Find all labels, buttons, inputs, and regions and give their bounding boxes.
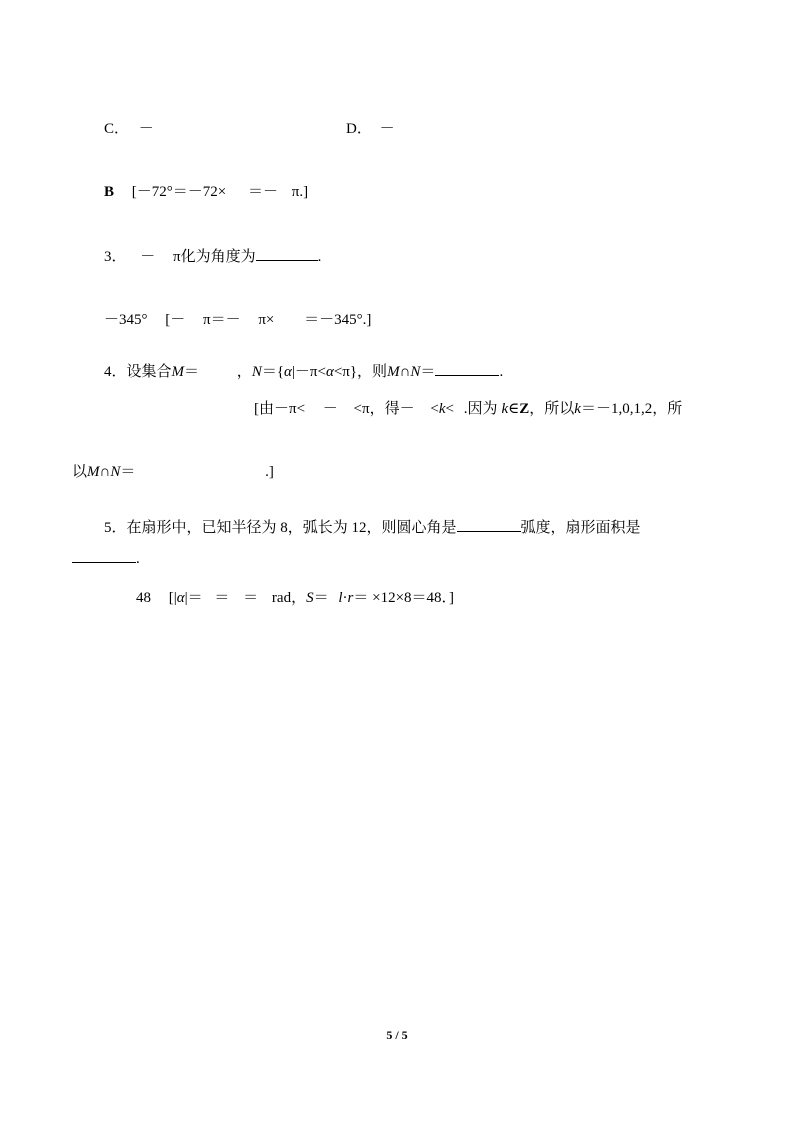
q4-answer-k-2: k (501, 401, 509, 417)
q5-answer-open: [| (168, 590, 177, 606)
q4-eq2: ＝ (420, 364, 436, 380)
q4-answer-m: M (87, 464, 100, 480)
q5-answer-dot: · (342, 590, 348, 606)
q5-answer-eq-1: ＝ (214, 590, 230, 606)
q4-answer-part-3: <π，得－ (353, 401, 415, 417)
q4-cap: ∩ (399, 364, 411, 380)
page-number: 5 / 5 (386, 1028, 408, 1042)
q4-answer-part-8: ＝－1,0,1,2，所 (580, 401, 683, 417)
q4-answer-line2-prefix: 以 (72, 464, 88, 480)
q5-answer-close: |＝ (184, 590, 203, 606)
q5-line (104, 517, 641, 537)
q4-answer-in: ∈ (508, 401, 520, 417)
q4-answer-line-1 (254, 400, 682, 418)
q3-answer-line (104, 311, 371, 329)
q5-answer-eq-2: ＝ (243, 590, 259, 606)
q4-set-n-open: ＝{ (261, 364, 285, 380)
q3-number: 3． (104, 249, 127, 265)
q4-line (104, 361, 503, 381)
q4-answer-n: N (110, 464, 121, 480)
q4-answer-z: Z (519, 401, 530, 417)
option-d-label: D． (346, 121, 372, 137)
option-c-label: C． (104, 121, 130, 137)
option-d-value: － (379, 121, 395, 137)
q4-answer-blank (435, 361, 499, 376)
q3-answer-pi-times: π× (258, 312, 275, 328)
q3-minus: － (140, 249, 156, 265)
q3-answer-result: ＝－345°.] (304, 312, 372, 328)
q3-end: . (317, 249, 322, 265)
q4-set-text: 设集合 (126, 364, 172, 380)
option-c (104, 120, 154, 138)
q4-answer-part-5: < (445, 401, 454, 417)
q5-end: . (136, 551, 140, 567)
q5-mid: 弧度，扇形面积是 (520, 520, 641, 536)
q3-answer-open: [－ (165, 312, 186, 328)
q4-var-m: M (171, 364, 185, 380)
q4-eq: ＝ (184, 364, 200, 380)
q3-answer-value: －345° (104, 312, 148, 328)
q2-answer-line (104, 183, 308, 201)
q3-line (104, 246, 321, 266)
q3-answer-blank (256, 246, 318, 261)
q2-answer-eq: ＝－ (247, 184, 278, 200)
q4-answer-k-1: k (438, 401, 446, 417)
q5-answer-l: l (338, 590, 343, 606)
q5-answer-eq-3: ＝ (313, 590, 329, 606)
q5-answer-rad: rad， (271, 590, 307, 606)
q5-answer-alpha: α (176, 590, 185, 606)
q3-text: π化为角度为 (173, 249, 256, 265)
q4-var-n: N (251, 364, 262, 380)
q5-line-2 (72, 548, 140, 568)
q4-alpha-1: α (284, 364, 292, 380)
q5-answer-s: S (306, 590, 314, 606)
q4-answer-part-1: [由－π< (254, 401, 306, 417)
q4-m2: M (387, 364, 400, 380)
q4-answer-k-3: k (574, 401, 581, 417)
q2-answer-letter: B (104, 184, 115, 200)
q4-alpha-2: α (325, 364, 334, 380)
q5-answer-calc: ＝ ×12×8＝48．] (353, 590, 455, 606)
q2-answer-explanation: [－72°＝－72× (131, 184, 227, 200)
q5-answer-area: 48 (136, 590, 151, 606)
q5-area-blank (72, 548, 136, 563)
q4-bar-cond: |－π< (291, 364, 326, 380)
q5-text: 在扇形中，已知半径为 8，弧长为 12，则圆心角是 (126, 520, 457, 536)
q4-answer-line-2 (72, 463, 274, 481)
q5-answer-r: r (347, 590, 354, 606)
q4-comma: ， (236, 364, 252, 380)
q4-cond-end: <π}，则 (333, 364, 388, 380)
option-c-value: － (138, 121, 154, 137)
q4-answer-eq: ＝ (120, 464, 136, 480)
q4-answer-part-4: < (430, 401, 439, 417)
q4-end: . (499, 364, 504, 380)
option-d (346, 120, 395, 138)
q4-answer-part-2: － (322, 401, 338, 417)
q4-n2: N (410, 364, 421, 380)
q5-answer-line (136, 589, 454, 607)
q4-answer-part-6: .因为 (463, 401, 498, 417)
q4-number: 4． (104, 364, 127, 380)
q5-angle-blank (457, 517, 521, 532)
q3-answer-pi-eq: π＝－ (203, 312, 241, 328)
q4-answer-part-7: ，所以 (529, 401, 575, 417)
q5-number: 5． (104, 520, 127, 536)
q2-answer-pi: π.] (291, 184, 309, 200)
q4-answer-cap: ∩ (99, 464, 111, 480)
q4-answer-end: .] (265, 464, 274, 480)
